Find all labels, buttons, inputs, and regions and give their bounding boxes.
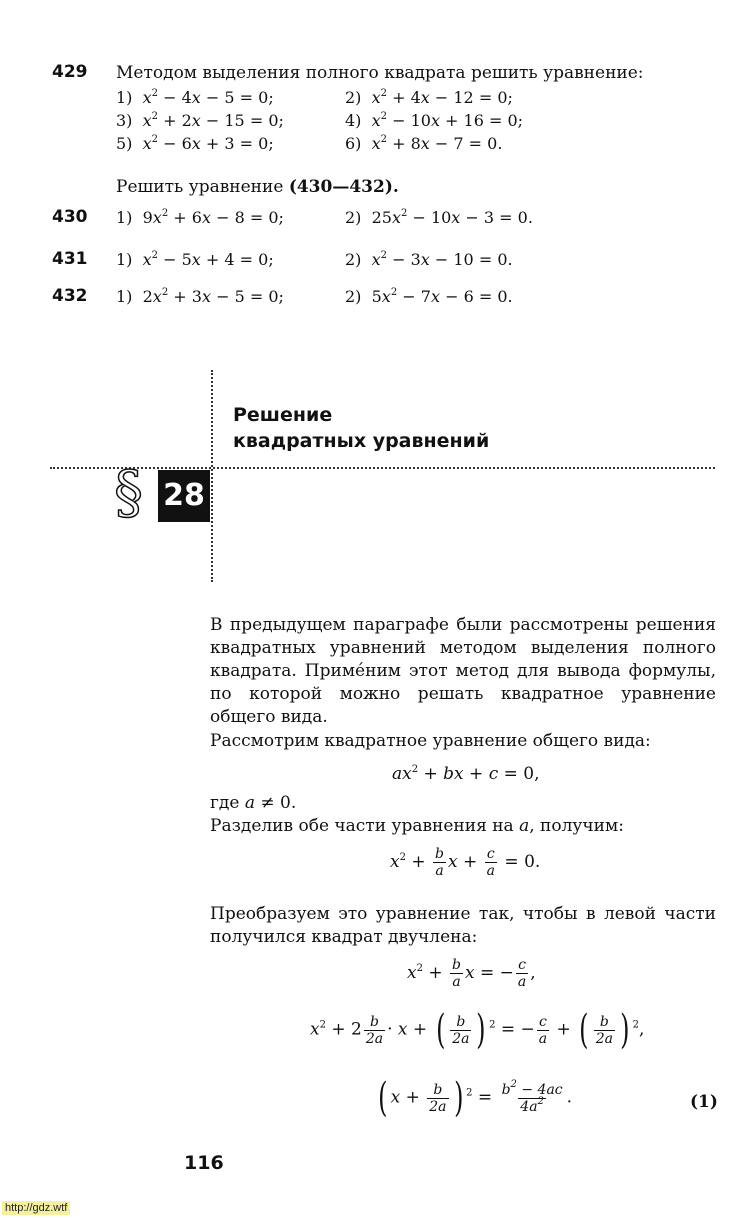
- section-number-badge: 28: [158, 470, 210, 522]
- problem-429-item-1: 1) $x^2 - 4x - 5 = 0$;: [116, 88, 274, 107]
- section-horizontal-rule: [50, 467, 715, 469]
- body-paragraph-1: В предыдущем параграфе были рассмотрены решения квадратных уравнений методом выделения полного квадрата. Примéним этот метод для вывода формулы, по которой можно решать квадратное уравнение общего вида.: [210, 615, 716, 727]
- equation-1: ( x + $\frac{b}{2a}$ ) $^2$ = $\frac{b^2 - 4ac}{4a^2}$ .: [378, 1075, 573, 1121]
- problem-431-item-1: 1) $x^2 - 5x + 4 = 0$;: [116, 250, 274, 269]
- equation-number-1: (1): [690, 1092, 718, 1112]
- problem-429-item-5: 5) $x^2 - 6x + 3 = 0$;: [116, 134, 274, 153]
- body-paragraph-2: Рассмотрим квадратное уравнение общего вида:: [210, 731, 651, 751]
- problem-430-item-2: 2) $25x^2 - 10x - 3 = 0$.: [345, 208, 533, 227]
- section-title: Решение квадратных уравнений: [233, 404, 490, 452]
- equation-step-2: $x^2 + 2$ $\frac{b}{2a}$ · x + ( $\frac{b}{2a}$ ) $^2$ = − $\frac{c}{a}$ + ( $\frac{b}{2a}$ ) $^2$,: [310, 1007, 645, 1053]
- problem-429-item-6: 6) $x^2 + 8x - 7 = 0$.: [345, 134, 503, 153]
- problem-number-431: 431: [52, 249, 88, 269]
- problem-429-item-4: 4) $x^2 - 10x + 16 = 0$;: [345, 111, 524, 130]
- problem-432-item-1: 1) $2x^2 + 3x - 5 = 0$;: [116, 287, 284, 306]
- problem-432-item-2: 2) $5x^2 - 7x - 6 = 0$.: [345, 287, 513, 306]
- problem-number-432: 432: [52, 286, 88, 306]
- problem-429-item-2: 2) $x^2 + 4x - 12 = 0$;: [345, 88, 513, 107]
- condition-a-nonzero: где a ≠ 0.: [210, 793, 297, 813]
- problem-number-430: 430: [52, 207, 88, 227]
- problem-431-item-2: 2) $x^2 - 3x - 10 = 0$.: [345, 250, 513, 269]
- body-paragraph-3: Разделив обе части уравнения на a, получим:: [210, 816, 624, 836]
- watermark-link[interactable]: http://gdz.wtf: [2, 1201, 70, 1215]
- equation-general-form: $ax^2$ + bx + c = 0,: [392, 764, 540, 784]
- problem-430-item-1: 1) $9x^2 + 6x - 8 = 0$;: [116, 208, 284, 227]
- equation-divided: $x^2$ + $\frac{b}{a}$ x + $\frac{c}{a}$ = 0.: [390, 846, 541, 879]
- section-vertical-rule: [211, 370, 213, 582]
- solve-heading: Решить уравнение (430—432).: [116, 177, 399, 197]
- section-symbol: §: [114, 458, 143, 526]
- problem-429-instruction: Методом выделения полного квадрата решить уравнение:: [116, 63, 644, 83]
- equation-step-1: $x^2$ + $\frac{b}{a}$ x = − $\frac{c}{a}$ ,: [407, 957, 536, 990]
- problem-number-429: 429: [52, 62, 88, 82]
- problem-429-item-3: 3) $x^2 + 2x - 15 = 0$;: [116, 111, 284, 130]
- body-paragraph-4: Преобразуем это уравнение так, чтобы в левой части получился квадрат двучлена:: [210, 904, 716, 947]
- page-number: 116: [184, 1152, 224, 1174]
